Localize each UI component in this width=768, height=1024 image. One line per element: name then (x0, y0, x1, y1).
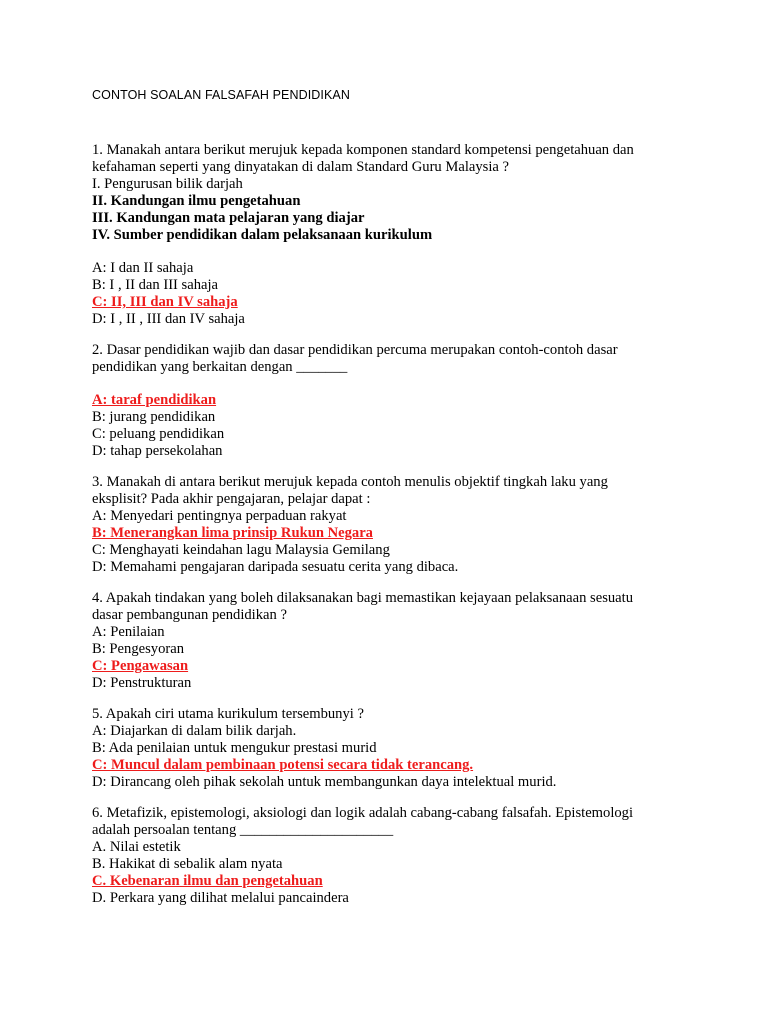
question-2-option-c: C: peluang pendidikan (92, 426, 225, 442)
question-2-option-d: D: tahap persekolahan (92, 443, 223, 459)
question-list (92, 142, 692, 921)
question-1-item-4: IV. Sumber pendidikan dalam pelaksanaan kurikulum (92, 227, 433, 243)
question-5-option-a: A: Diajarkan di dalam bilik darjah. (92, 723, 297, 739)
question-1-option-a: A: I dan II sahaja (92, 260, 194, 276)
question-6 (92, 805, 692, 907)
question-3-text-line-2: eksplisit? Pada akhir pengajaran, pelajar dapat : (92, 491, 371, 507)
question-1-text-line-1: 1. Manakah antara berikut merujuk kepada komponen standard kompetensi pengetahuan dan (92, 142, 634, 158)
question-5-option-b: B: Ada penilaian untuk mengukur prestasi murid (92, 740, 377, 756)
question-2-text-line-2: pendidikan yang berkaitan dengan _______ (92, 359, 348, 375)
question-1-option-b: B: I , II dan III sahaja (92, 277, 219, 293)
question-1-options (92, 260, 692, 328)
question-5-option-c-answer: C: Muncul dalam pembinaan potensi secara tidak terancang. (92, 757, 474, 773)
question-6-option-b: B. Hakikat di sebalik alam nyata (92, 856, 283, 872)
question-1 (92, 142, 692, 328)
question-4-option-c-answer: C: Pengawasan (92, 658, 189, 674)
question-6-text-line-2: adalah persoalan tentang _____________________ (92, 822, 394, 838)
question-6-option-c-answer: C. Kebenaran ilmu dan pengetahuan (92, 873, 323, 889)
question-6-option-a: A. Nilai estetik (92, 839, 181, 855)
question-3-option-c: C: Menghayati keindahan lagu Malaysia Gemilang (92, 542, 390, 558)
question-2-option-b: B: jurang pendidikan (92, 409, 216, 425)
question-4-option-a: A: Penilaian (92, 624, 165, 640)
question-3-option-d: D: Memahami pengajaran daripada sesuatu cerita yang dibaca. (92, 559, 459, 575)
question-2-options (92, 392, 692, 460)
question-3-option-a: A: Menyedari pentingnya perpaduan rakyat (92, 508, 347, 524)
question-1-item-1: I. Pengurusan bilik darjah (92, 176, 243, 192)
question-4-text-line-2: dasar pembangunan pendidikan ? (92, 607, 287, 623)
question-4-option-d: D: Penstrukturan (92, 675, 192, 691)
question-1-item-2: II. Kandungan ilmu pengetahuan (92, 193, 301, 209)
question-5 (92, 706, 692, 791)
question-2-text-line-1: 2. Dasar pendidikan wajib dan dasar pendidikan percuma merupakan contoh-contoh dasar (92, 342, 618, 358)
question-4-option-b: B: Pengesyoran (92, 641, 185, 657)
question-2 (92, 342, 692, 460)
question-4 (92, 590, 692, 692)
question-5-text-line-1: 5. Apakah ciri utama kurikulum tersembunyi ? (92, 706, 364, 722)
question-1-option-d: D: I , II , III dan IV sahaja (92, 311, 245, 327)
question-3 (92, 474, 692, 576)
question-1-item-3: III. Kandungan mata pelajaran yang diajar (92, 210, 365, 226)
question-3-text-line-1: 3. Manakah di antara berikut merujuk kepada contoh menulis objektif tingkah laku yang (92, 474, 608, 490)
question-6-option-d: D. Perkara yang dilihat melalui pancaindera (92, 890, 349, 906)
question-2-option-a-answer: A: taraf pendidikan (92, 392, 217, 408)
question-3-option-b-answer: B: Menerangkan lima prinsip Rukun Negara (92, 525, 373, 541)
question-1-text-line-2: kefahaman seperti yang dinyatakan di dalam Standard Guru Malaysia ? (92, 159, 509, 175)
question-1-option-c-answer: C: II, III dan IV sahaja (92, 294, 238, 310)
question-5-option-d: D: Dirancang oleh pihak sekolah untuk membangunkan daya intelektual murid. (92, 774, 557, 790)
question-6-text-line-1: 6. Metafizik, epistemologi, aksiologi dan logik adalah cabang-cabang falsafah. Epistemologi (92, 805, 634, 821)
question-4-text-line-1: 4. Apakah tindakan yang boleh dilaksanakan bagi memastikan kejayaan pelaksanaan sesuatu (92, 590, 634, 606)
document-title: CONTOH SOALAN FALSAFAH PENDIDIKAN (92, 88, 350, 102)
